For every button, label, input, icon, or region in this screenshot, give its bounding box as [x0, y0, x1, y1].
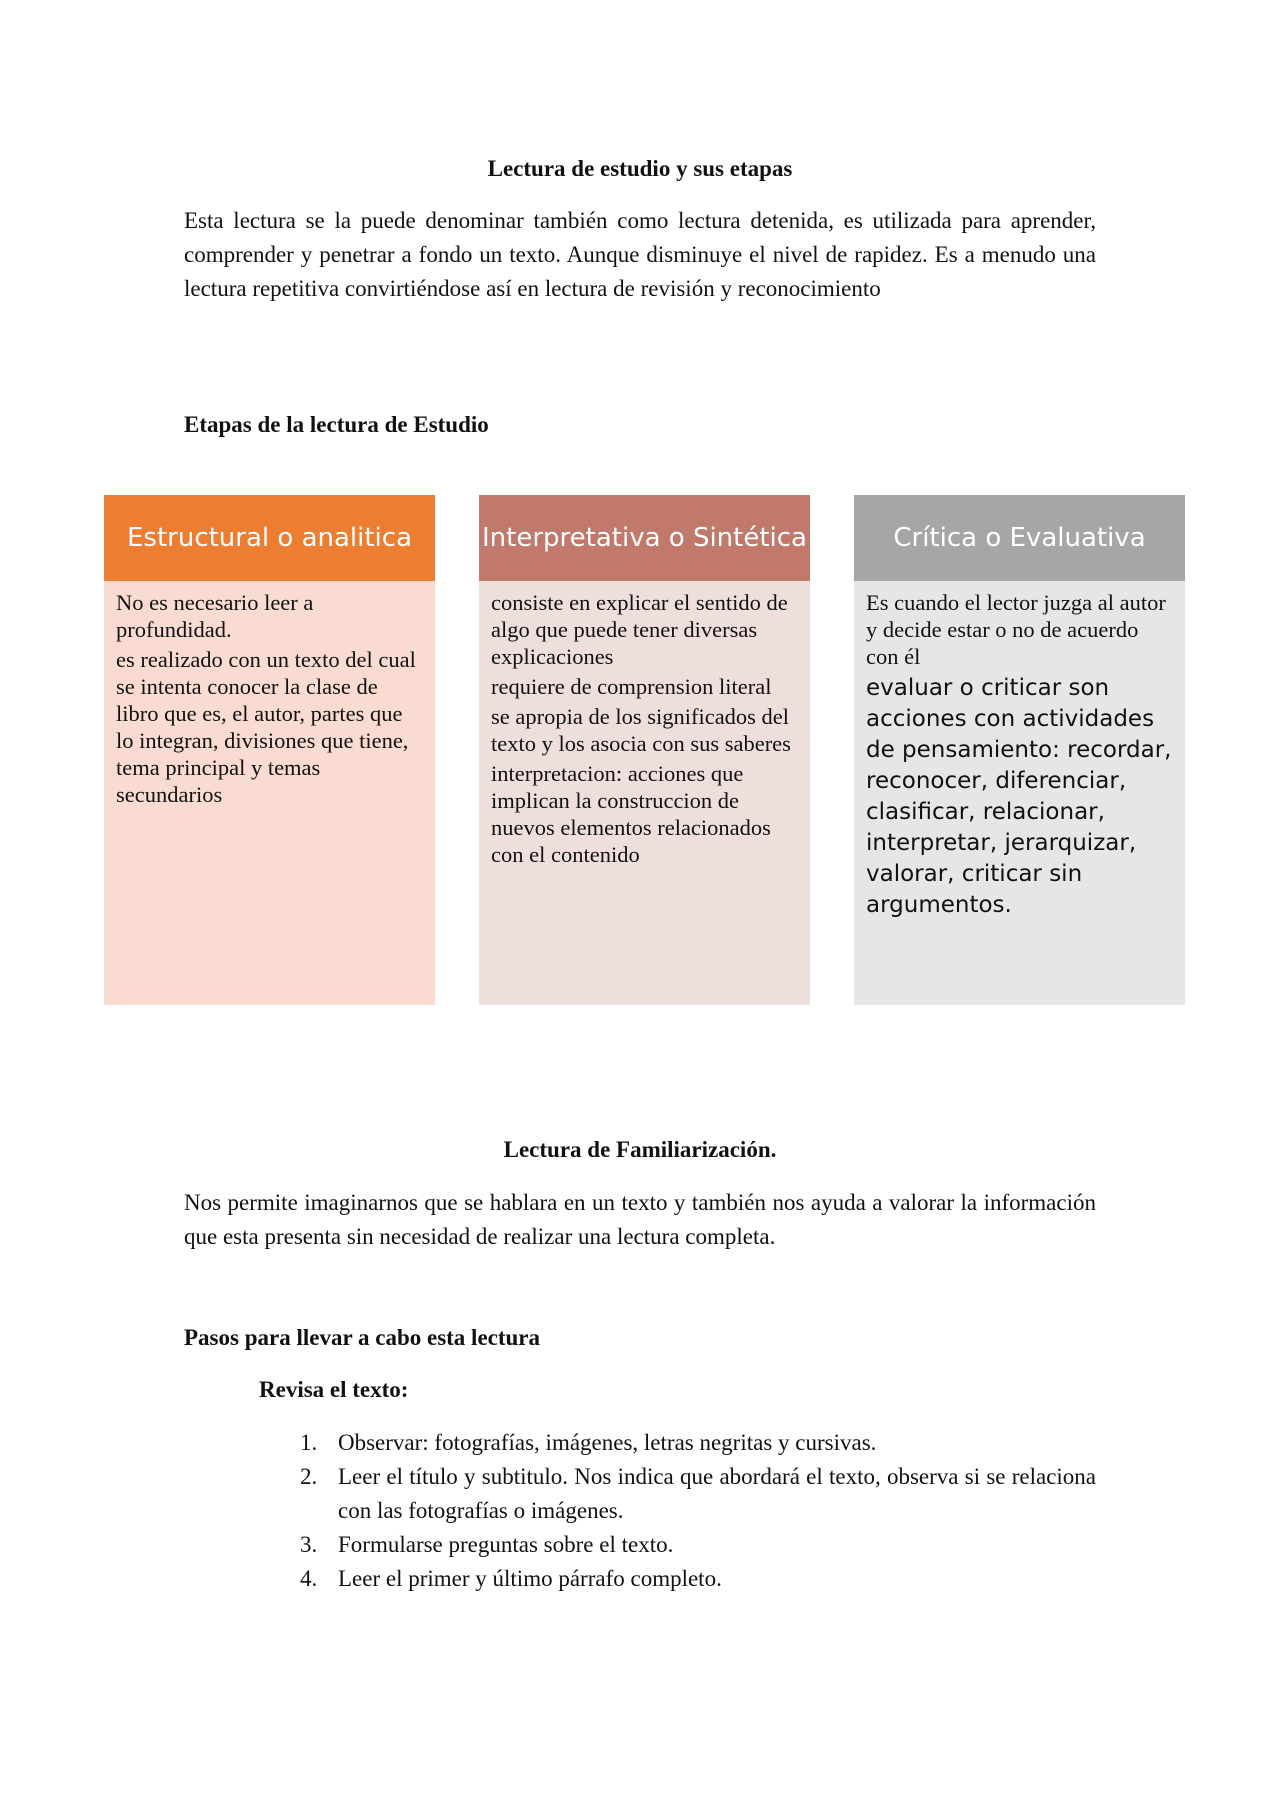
- stage-card-item: requiere de comprension literal: [491, 674, 772, 699]
- steps-list: [300, 1426, 1096, 1596]
- stage-card-item: consiste en explicar el sentido de algo que puede tener diversas explicaciones: [491, 590, 788, 669]
- stage-card-body: [104, 581, 435, 1005]
- stage-card-item: es realizado con un texto del cual se intenta conocer la clase de libro que es, el autor, partes que lo integran, divisiones que tiene, tema principal y temas secundarios: [116, 647, 416, 807]
- stage-card-body: [479, 581, 810, 1005]
- list-item: [300, 1528, 1096, 1562]
- stage-card-header: Interpretativa o Sintética: [479, 495, 810, 581]
- stage-card-interpretativa: [479, 495, 810, 1005]
- stage-card-estructural: [104, 495, 435, 1005]
- list-item-number: 4.: [300, 1566, 318, 1591]
- subheading-pasos: Pasos para llevar a cabo esta lectura: [184, 1325, 541, 1350]
- subheading-revisa: Revisa el texto:: [259, 1377, 409, 1402]
- paragraph-familiarizacion: Nos permite imaginarnos que se hablara en un texto y también nos ayuda a valorar la información que esta presenta sin necesidad de realizar una lectura completa.: [184, 1190, 1096, 1249]
- stage-card-header: Estructural o analitica: [104, 495, 435, 581]
- list-item: [300, 1562, 1096, 1596]
- list-item: [300, 1460, 1096, 1528]
- stage-card-body: [854, 581, 1185, 1005]
- list-item: [300, 1426, 1096, 1460]
- list-item-text: Formularse preguntas sobre el texto.: [338, 1532, 674, 1557]
- section-title-familiarizacion: Lectura de Familiarización.: [503, 1137, 777, 1162]
- subheading-etapas: Etapas de la lectura de Estudio: [184, 412, 489, 437]
- list-item-number: 2.: [300, 1464, 318, 1489]
- stage-card-item: No es necesario leer a profundidad.: [116, 590, 314, 642]
- stage-card-item: Es cuando el lector juzga al autor y decide estar o no de acuerdo con él: [866, 590, 1166, 669]
- paragraph-estudio: Esta lectura se la puede denominar también como lectura detenida, es utilizada para aprender, comprender y penetrar a fondo un texto. Aunque disminuye el nivel de rapidez. Es a menudo una lectura repetitiva convirtiéndose así en lectura de revisión y reconocimiento: [184, 208, 1096, 301]
- list-item-text: Leer el primer y último párrafo completo.: [338, 1566, 722, 1591]
- list-item-text: Observar: fotografías, imágenes, letras negritas y cursivas.: [338, 1430, 877, 1455]
- stage-card-critica: [854, 495, 1185, 1005]
- section-title-estudio: Lectura de estudio y sus etapas: [487, 156, 793, 181]
- list-item-number: 1.: [300, 1430, 318, 1455]
- stage-card-item: evaluar o criticar son acciones con actividades de pensamiento: recordar, reconocer, diferenciar, clasificar, relacionar, interpretar, jerarquizar, valorar, criticar sin argumentos.: [866, 675, 1172, 918]
- list-item-number: 3.: [300, 1532, 318, 1557]
- stage-card-header: Crítica o Evaluativa: [854, 495, 1185, 581]
- list-item-text: Leer el título y subtitulo. Nos indica que abordará el texto, observa si se relaciona con las fotografías o imágenes.: [338, 1464, 1096, 1523]
- stage-card-item: se apropia de los significados del texto y los asocia con sus saberes: [491, 704, 791, 756]
- stage-card-item: interpretacion: acciones que implican la construccion de nuevos elementos relacionados con el contenido: [491, 761, 771, 867]
